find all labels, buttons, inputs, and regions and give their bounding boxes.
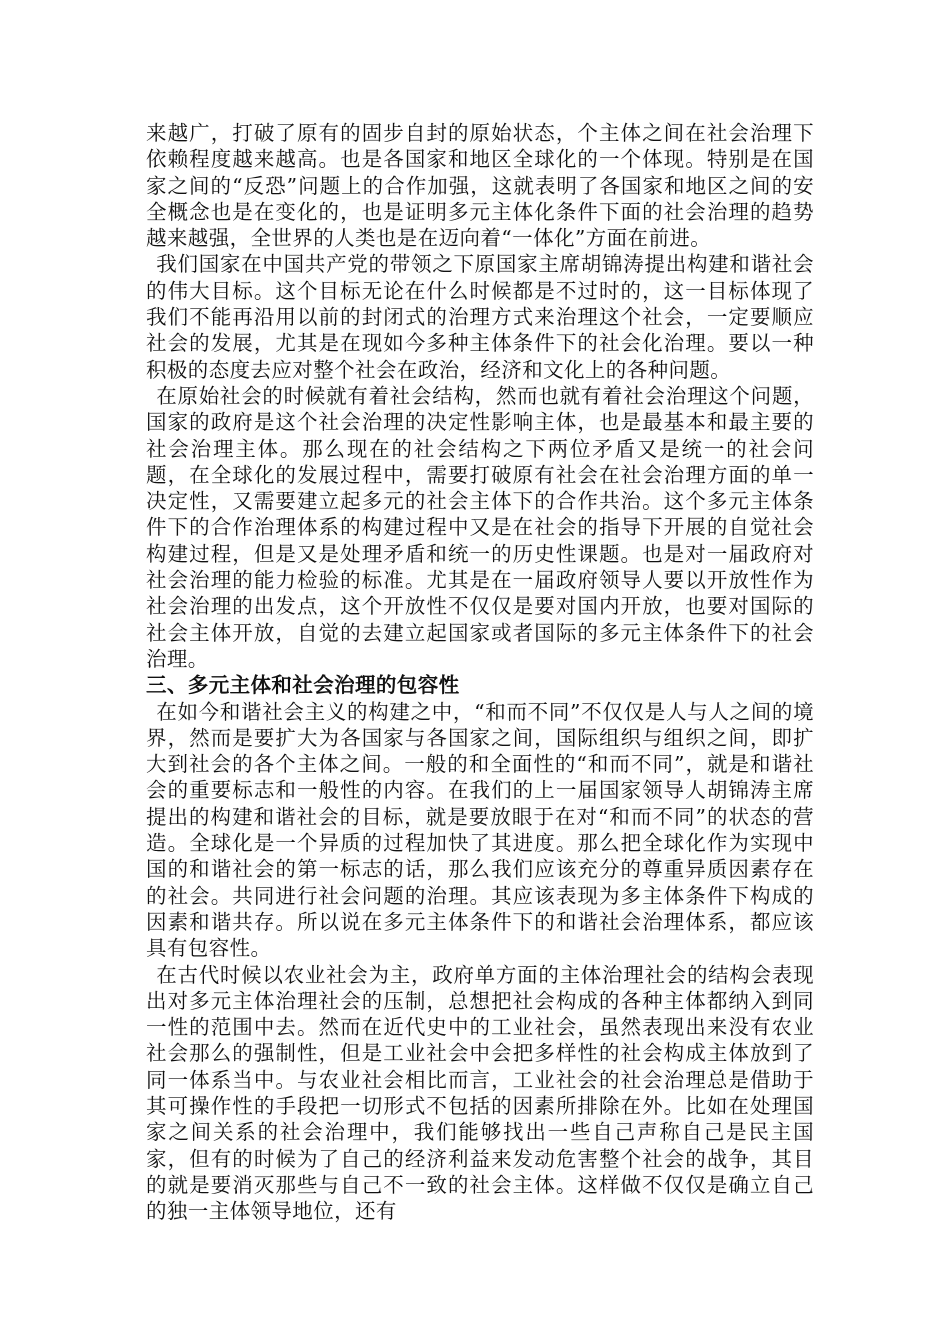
body-paragraph: 我们国家在中国共产党的带领之下原国家主席胡锦涛提出构建和谐社会的伟大目标。这个目标无论在什么时候都是不过时的，这一目标体现了我们不能再沿用以前的封闭式的治理方式来治理这个社会，一定要顺应社会的发展，尤其是在现如今多种主体条件下的社会化治理。要以一种积极的态度去应对整个社会在政治，经济和文化上的各种问题。: [146, 252, 814, 382]
document-page: [146, 120, 814, 1224]
body-paragraph: 来越广，打破了原有的固步自封的原始状态，个主体之间在社会治理下依赖程度越来越高。也是各国家和地区全球化的一个体现。特别是在国家之间的“反恐”问题上的合作加强，这就表明了各国家和地区之间的安全概念也是在变化的，也是证明多元主体化条件下面的社会治理的趋势越来越强，全世界的人类也是在迈向着“一体化”方面在前进。: [146, 121, 814, 251]
section-heading: 三、多元主体和社会治理的包容性: [146, 673, 460, 698]
body-paragraph: 在如今和谐社会主义的构建之中，“和而不同”不仅仅是人与人之间的境界，然而是要扩大为各国家与各国家之间，国际组织与组织之间，即扩大到社会的各个主体之间。一般的和全面性的“和而不同”，就是和谐社会的重要标志和一般性的内容。在我们的上一届国家领导人胡锦涛主席提出的构建和谐社会的目标，就是要放眼于在对“和而不同”的状态的营造。全球化是一个异质的过程加快了其进度。那么把全球化作为实现中国的和谐社会的第一标志的话，那么我们应该充分的尊重异质因素存在的社会。共同进行社会问题的治理。其应该表现为多主体条件下构成的因素和谐共存。所以说在多元主体条件下的和谐社会治理体系，都应该具有包容性。: [146, 699, 814, 961]
body-paragraph: 在古代时候以农业社会为主，政府单方面的主体治理社会的结构会表现出对多元主体治理社会的压制，总想把社会构成的各种主体都纳入到同一性的范围中去。然而在近代史中的工业社会，虽然表现出来没有农业社会那么的强制性，但是工业社会中会把多样性的社会构成主体放到了同一体系当中。与农业社会相比而言，工业社会的社会治理总是借助于其可操作性的手段把一切形式不包括的因素所排除在外。比如在处理国家之间关系的社会治理中，我们能够找出一些自己声称自己是民主国家，但有的时候为了自己的经济利益来发动危害整个社会的战争，其目的就是要消灭那些与自己不一致的社会主体。这样做不仅仅是确立自己的独一主体领导地位，还有: [146, 962, 814, 1224]
body-paragraph: 在原始社会的时候就有着社会结构，然而也就有着社会治理这个问题，国家的政府是这个社会治理的决定性影响主体，也是最基本和最主要的社会治理主体。那么现在的社会结构之下两位矛盾又是统一的社会问题，在全球化的发展过程中，需要打破原有社会在社会治理方面的单一决定性，又需要建立起多元的社会主体下的合作共治。这个多元主体条件下的合作治理体系的构建过程中又是在社会的指导下开展的自觉社会构建过程，但是又是处理矛盾和统一的历史性课题。也是对一届政府对社会治理的能力检验的标准。尤其是在一届政府领导人要以开放性作为社会治理的出发点，这个开放性不仅仅是要对国内开放，也要对国际的社会主体开放，自觉的去建立起国家或者国际的多元主体条件下的社会治理。: [146, 383, 814, 671]
